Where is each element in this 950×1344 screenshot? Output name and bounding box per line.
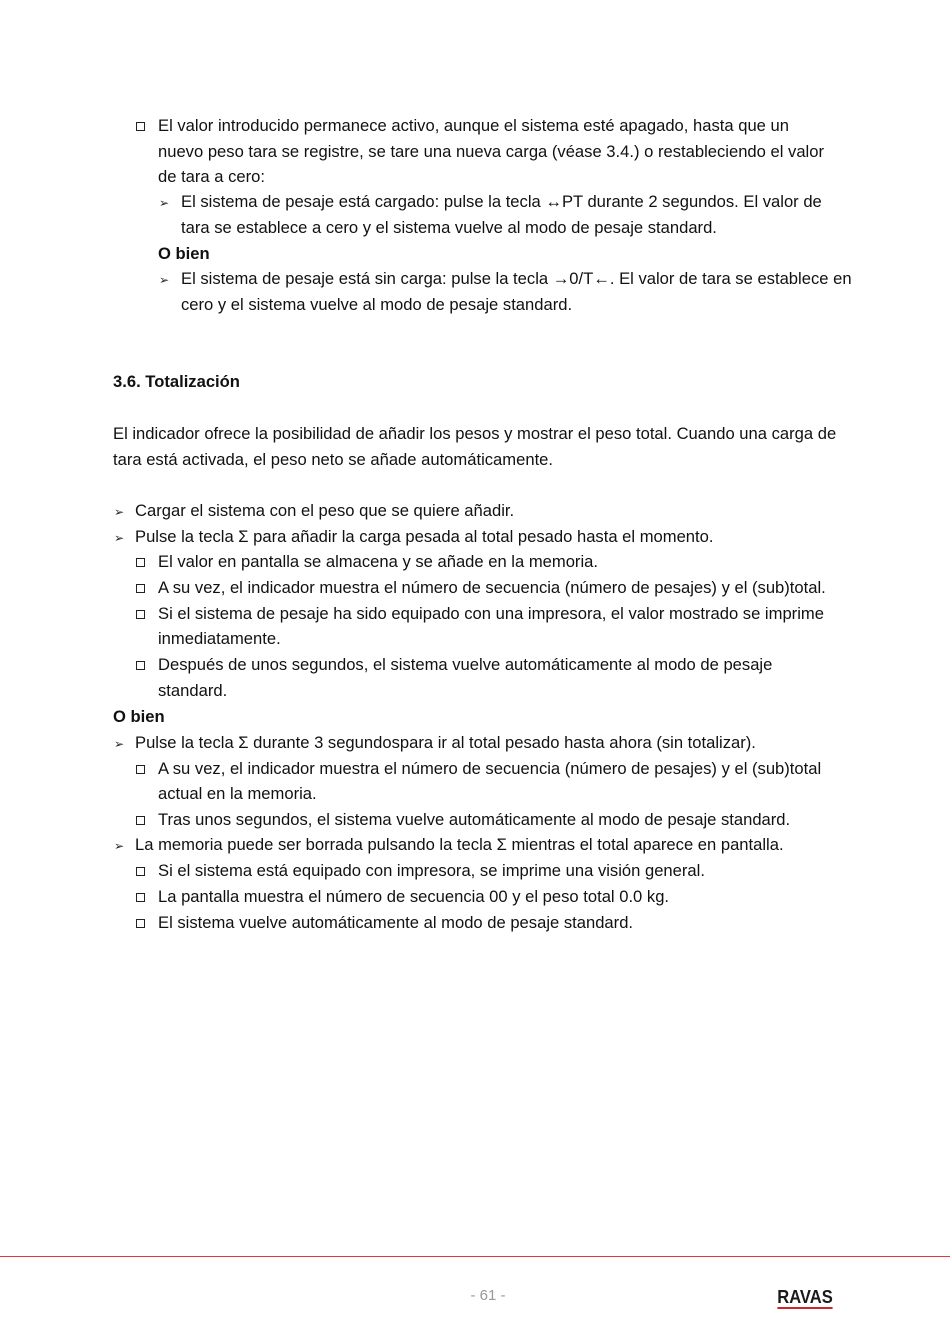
checkbox-bullet-icon <box>136 604 145 626</box>
step-2b: A su vez, el indicador muestra el número de secuencia (número de pesajes) y el (sub)total. <box>158 578 826 597</box>
step-2d-line-2: standard. <box>158 681 228 700</box>
intro-sub2-line-1: El sistema de pesaje está sin carga: pulse la tecla →0/T←. El valor de tara se establece en <box>181 269 852 288</box>
intro-sub1-line-1: El sistema de pesaje está cargado: pulse la tecla ↔PT durante 2 segundos. El valor de <box>181 192 822 211</box>
intro-line-2: nuevo peso tara se registre, se tare una nueva carga (véase 3.4.) o restableciendo el valor <box>158 142 824 161</box>
intro-sub2-line-2: cero y el sistema vuelve al modo de pesaje standard. <box>181 295 573 314</box>
page-number: - 61 - <box>470 1287 506 1304</box>
arrow-bullet-icon: ➢ <box>159 196 170 210</box>
arrow-bullet-icon: ➢ <box>114 839 125 853</box>
checkbox-bullet-icon <box>136 810 145 832</box>
step-2d-line-1: Después de unos segundos, el sistema vuelve automáticamente al modo de pesaje <box>158 655 773 674</box>
checkbox-bullet-icon <box>136 578 145 600</box>
arrow-bullet-icon: ➢ <box>114 505 125 519</box>
arrow-bullet-icon: ➢ <box>114 737 125 751</box>
step-4: La memoria puede ser borrada pulsando la tecla Σ mientras el total aparece en pantalla. <box>135 835 784 854</box>
step-2c-line-2: inmediatamente. <box>158 629 281 648</box>
step-3b: Tras unos segundos, el sistema vuelve automáticamente al modo de pesaje standard. <box>158 810 791 829</box>
or-label-2: O bien <box>113 707 165 726</box>
checkbox-bullet-icon <box>136 116 145 138</box>
step-3a-line-2: actual en la memoria. <box>158 784 317 803</box>
step-3: Pulse la tecla Σ durante 3 segundospara ir al total pesado hasta ahora (sin totalizar). <box>135 733 756 752</box>
step-4a: Si el sistema está equipado con impresora, se imprime una visión general. <box>158 861 705 880</box>
checkbox-bullet-icon <box>136 913 145 935</box>
step-2a: El valor en pantalla se almacena y se añade en la memoria. <box>158 552 598 571</box>
section-heading: 3.6. Totalización <box>113 372 240 391</box>
step-4c: El sistema vuelve automáticamente al modo de pesaje standard. <box>158 913 634 932</box>
section-para-line-1: El indicador ofrece la posibilidad de añadir los pesos y mostrar el peso total. Cuando una carga de <box>113 424 837 443</box>
section-para-line-2: tara está activada, el peso neto se añade automáticamente. <box>113 450 554 469</box>
arrow-bullet-icon: ➢ <box>114 531 125 545</box>
footer-rule <box>0 1256 950 1257</box>
step-4b: La pantalla muestra el número de secuencia 00 y el peso total 0.0 kg. <box>158 887 670 906</box>
ravas-logo: RAVAS <box>777 1287 833 1307</box>
step-3a-line-1: A su vez, el indicador muestra el número de secuencia (número de pesajes) y el (sub)total <box>158 759 822 778</box>
arrow-bullet-icon: ➢ <box>159 273 170 287</box>
checkbox-bullet-icon <box>136 759 145 781</box>
intro-sub1-line-2: tara se establece a cero y el sistema vuelve al modo de pesaje standard. <box>181 218 717 237</box>
intro-line-3: de tara a cero: <box>158 167 266 186</box>
or-label-1: O bien <box>158 244 210 263</box>
checkbox-bullet-icon <box>136 861 145 883</box>
step-2c-line-1: Si el sistema de pesaje ha sido equipado con una impresora, el valor mostrado se imprime <box>158 604 824 623</box>
step-2: Pulse la tecla Σ para añadir la carga pesada al total pesado hasta el momento. <box>135 527 714 546</box>
checkbox-bullet-icon <box>136 552 145 574</box>
intro-line-1: El valor introducido permanece activo, aunque el sistema esté apagado, hasta que un <box>158 116 789 135</box>
step-1: Cargar el sistema con el peso que se quiere añadir. <box>135 501 515 520</box>
checkbox-bullet-icon <box>136 655 145 677</box>
checkbox-bullet-icon <box>136 887 145 909</box>
